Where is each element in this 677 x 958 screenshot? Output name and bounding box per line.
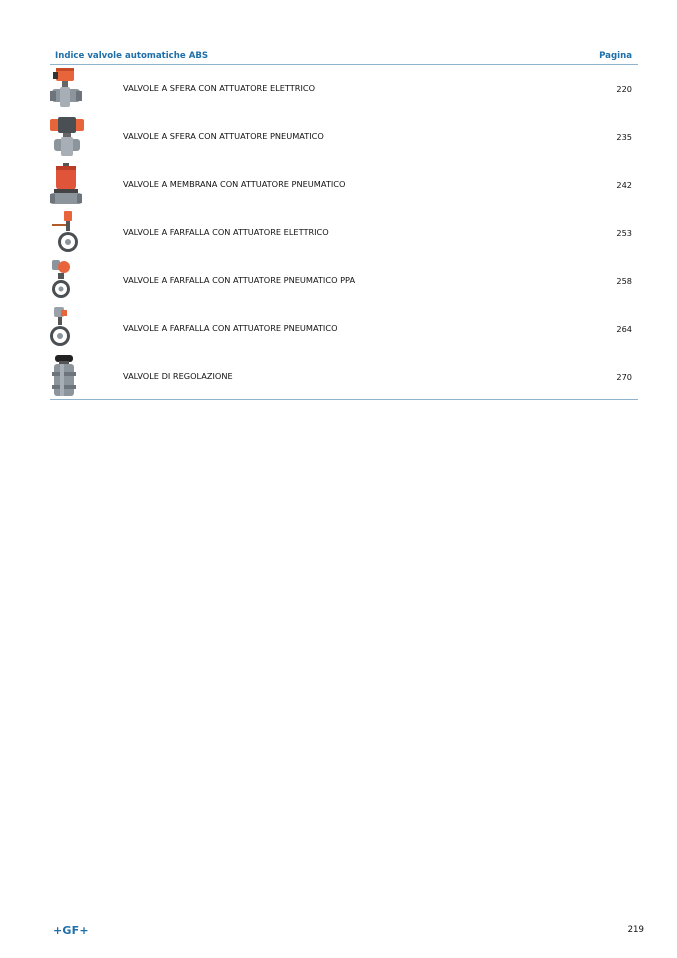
row-label: VALVOLE A SFERA CON ATTUATORE PNEUMATICO [123, 131, 324, 141]
row-page: 235 [616, 132, 632, 142]
electric-ball-valve-icon [50, 67, 112, 111]
electric-butterfly-valve-icon [50, 211, 112, 255]
row-label: VALVOLE A FARFALLA CON ATTUATORE ELETTRICO [123, 227, 329, 237]
pneumatic-butterfly-valve-icon [50, 307, 112, 351]
pneumatic-ball-valve-icon [50, 115, 112, 159]
index-row[interactable] [50, 305, 638, 353]
gf-logo: +GF+ [53, 924, 89, 937]
index-list [50, 65, 638, 401]
page-column-heading: Pagina [599, 51, 632, 61]
index-row[interactable] [50, 209, 638, 257]
index-row[interactable] [50, 353, 638, 401]
row-page: 258 [616, 276, 632, 286]
row-page: 264 [616, 324, 632, 334]
index-row[interactable] [50, 257, 638, 305]
index-row[interactable] [50, 113, 638, 161]
table-bottom-rule [50, 399, 638, 400]
row-label: VALVOLE A FARFALLA CON ATTUATORE PNEUMATICO [123, 323, 338, 333]
row-page: 253 [616, 228, 632, 238]
row-label: VALVOLE A SFERA CON ATTUATORE ELETTRICO [123, 83, 316, 93]
index-row[interactable] [50, 65, 638, 113]
row-label: VALVOLE DI REGOLAZIONE [123, 371, 233, 381]
regulating-valve-icon [50, 355, 112, 399]
row-page: 270 [616, 372, 632, 382]
index-header [50, 49, 638, 65]
footer-page-number: 219 [627, 925, 644, 935]
pneumatic-ppa-butterfly-valve-icon [50, 259, 112, 303]
index-row[interactable] [50, 161, 638, 209]
row-page: 220 [616, 84, 632, 94]
row-label: VALVOLE A MEMBRANA CON ATTUATORE PNEUMATICO [123, 179, 346, 189]
index-title: Indice valvole automatiche ABS [55, 51, 209, 61]
row-page: 242 [616, 180, 632, 190]
pneumatic-diaphragm-valve-icon [50, 163, 112, 207]
row-label: VALVOLE A FARFALLA CON ATTUATORE PNEUMATICO PPA [123, 275, 356, 285]
